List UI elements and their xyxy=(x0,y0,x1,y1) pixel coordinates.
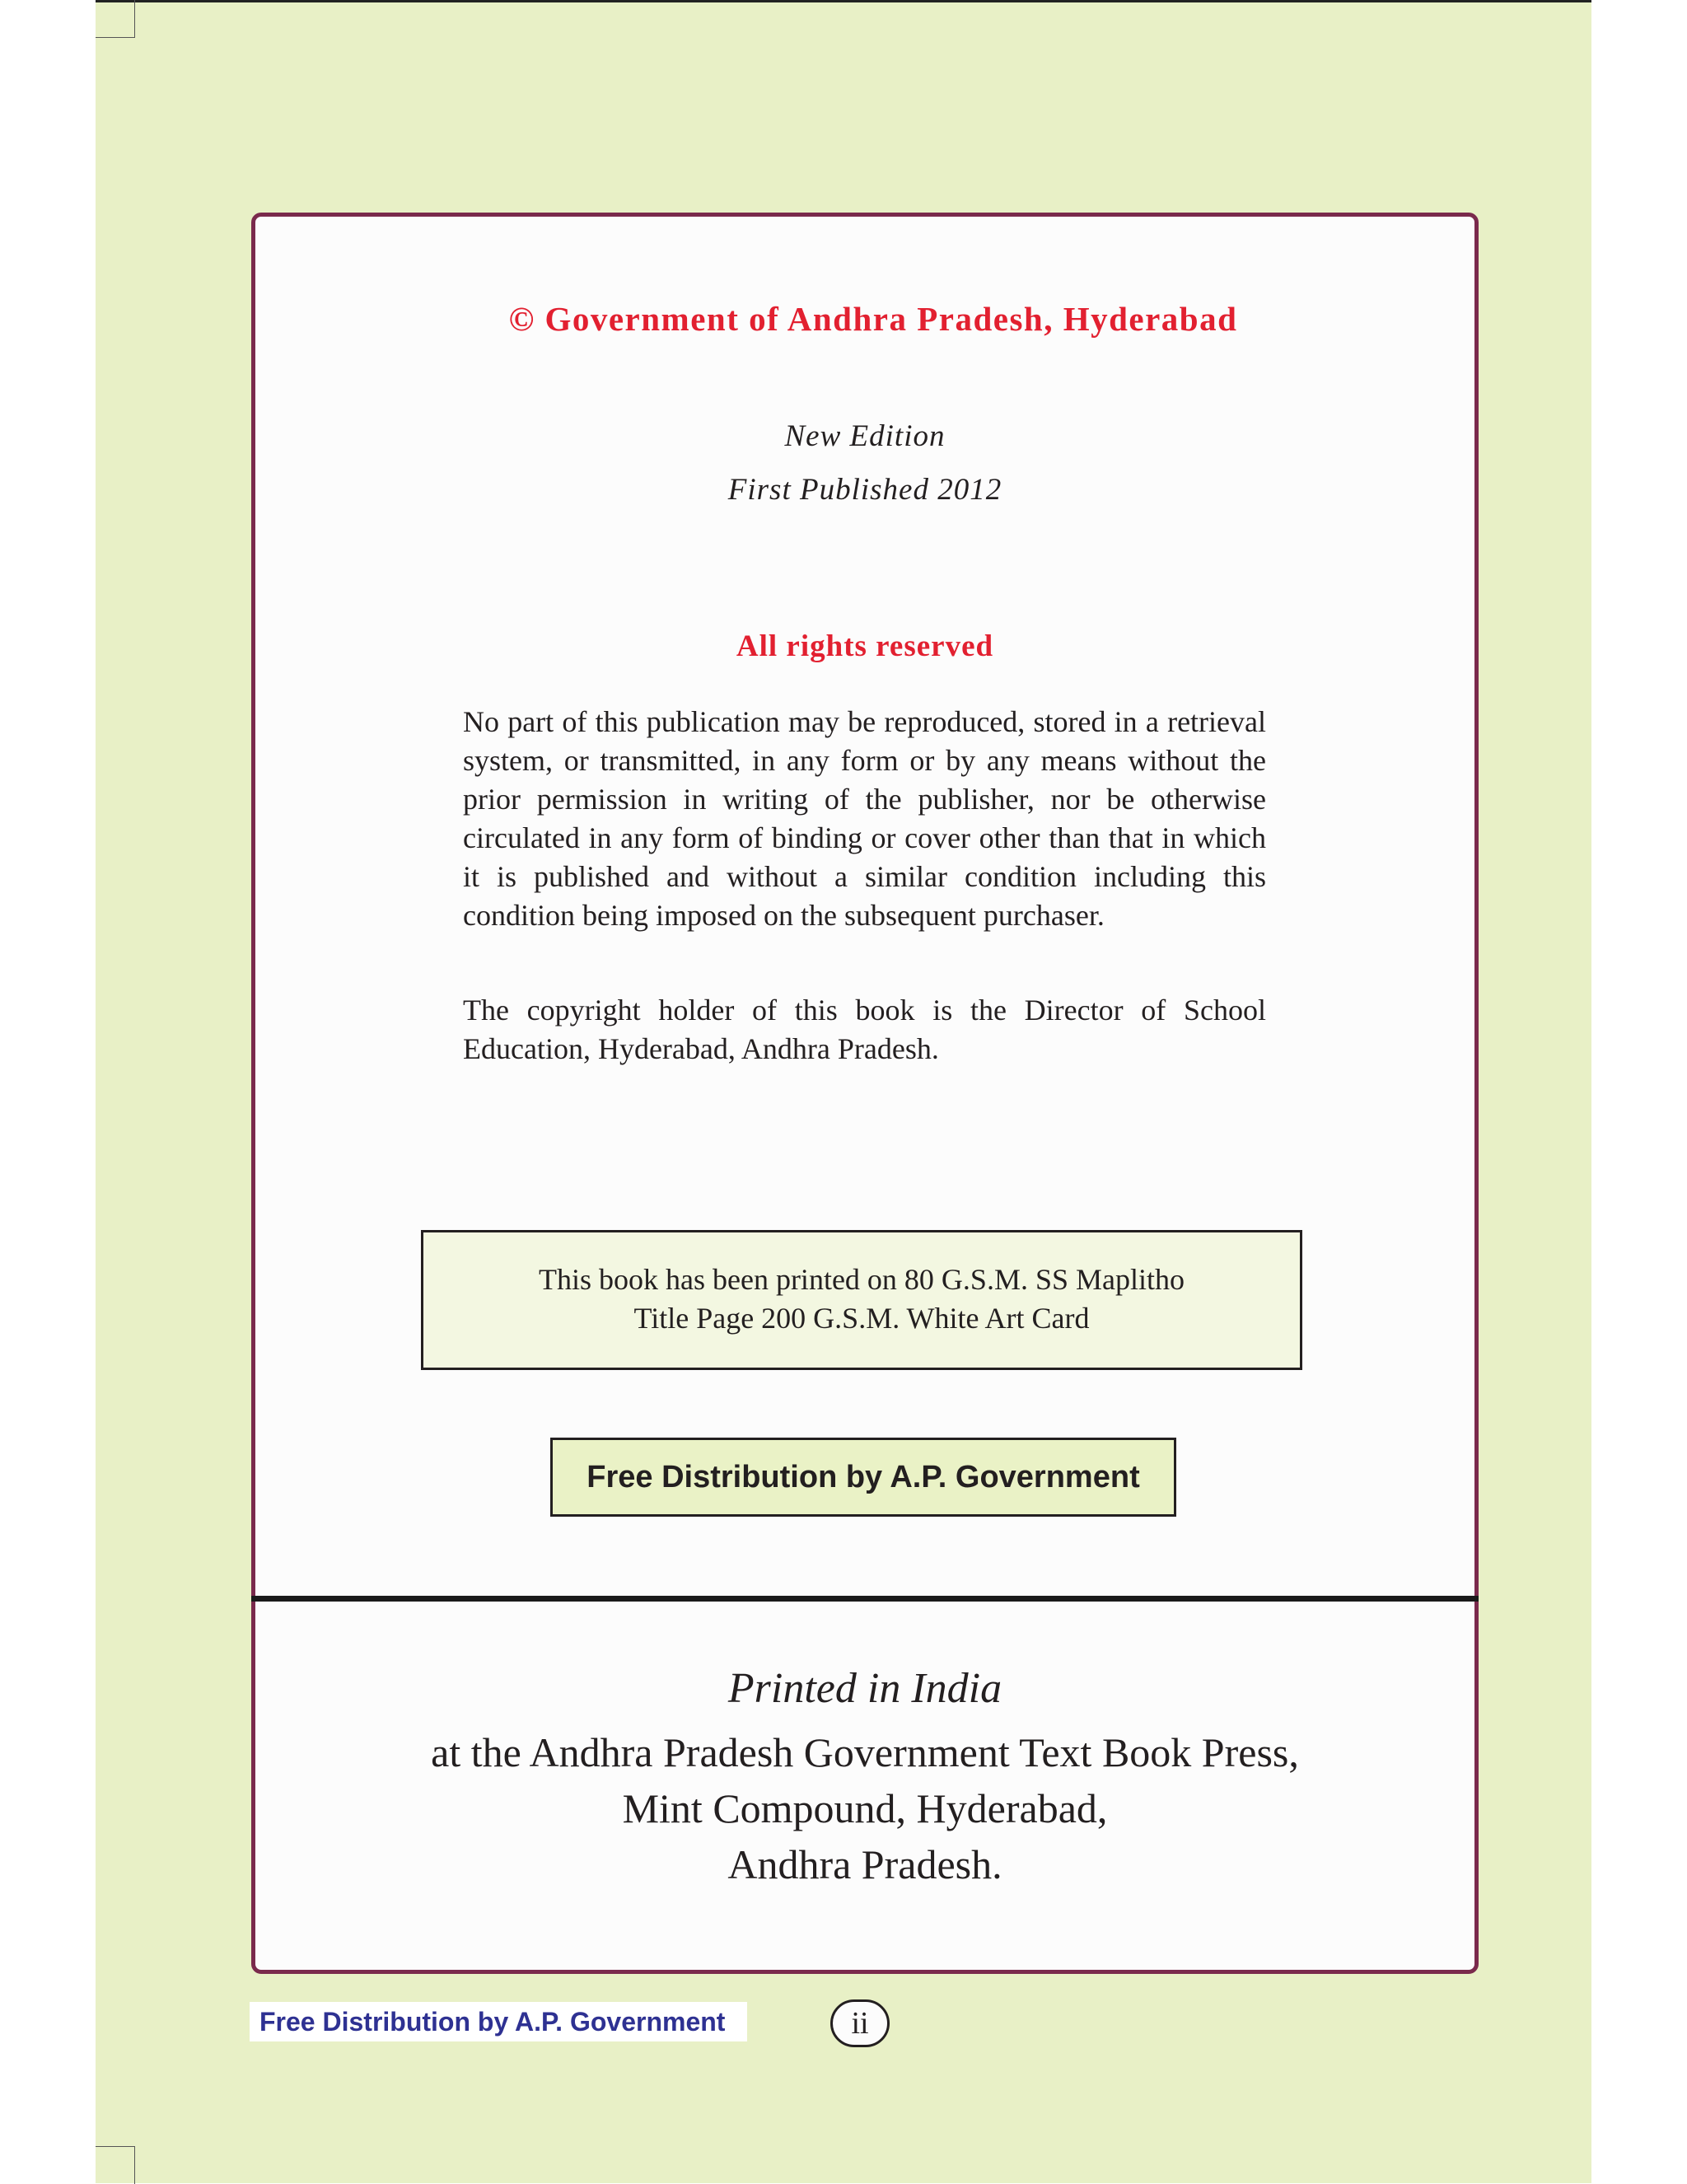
paper-info-line-2: Title Page 200 G.S.M. White Art Card xyxy=(633,1302,1090,1335)
crop-mark-bottom xyxy=(96,2146,135,2184)
paper-info-box xyxy=(421,1230,1302,1370)
press-line-2: Mint Compound, Hyderabad, xyxy=(622,1785,1108,1831)
content-frame xyxy=(251,213,1479,1974)
rights-heading: All rights reserved xyxy=(736,629,994,663)
copyright-notice: © Government of Andhra Pradesh, Hyderabad xyxy=(508,300,1238,338)
section-divider xyxy=(251,1596,1479,1602)
printed-in-india: Printed in India xyxy=(727,1665,1002,1712)
paper-info-line-1: This book has been printed on 80 G.S.M. SS Maplitho xyxy=(539,1263,1185,1296)
copyright-holder-paragraph: The copyright holder of this book is the Director of School Education, Hyderabad, Andhra Pradesh. xyxy=(463,994,1266,1065)
free-distribution-box: Free Distribution by A.P. Government xyxy=(550,1438,1176,1517)
press-line-3: Andhra Pradesh. xyxy=(727,1841,1002,1887)
first-published-label: First Published 2012 xyxy=(727,473,1002,507)
top-rule xyxy=(96,0,1591,2)
page-number: ii xyxy=(830,1999,890,2047)
footer-free-distribution: Free Distribution by A.P. Government xyxy=(250,2002,747,2041)
press-line-1: at the Andhra Pradesh Government Text Book Press, xyxy=(431,1729,1299,1775)
crop-mark-top xyxy=(96,0,135,38)
rights-paragraph: No part of this publication may be reproduced, stored in a retrieval system, or transmitted, in any form or by any means without the prior permission in writing of the publisher, nor be otherwise circulated in any form of binding or cover other than that in which it is published and without a similar condition including this condition being imposed on the subsequent purchaser. xyxy=(463,705,1266,932)
edition-label: New Edition xyxy=(784,419,946,453)
